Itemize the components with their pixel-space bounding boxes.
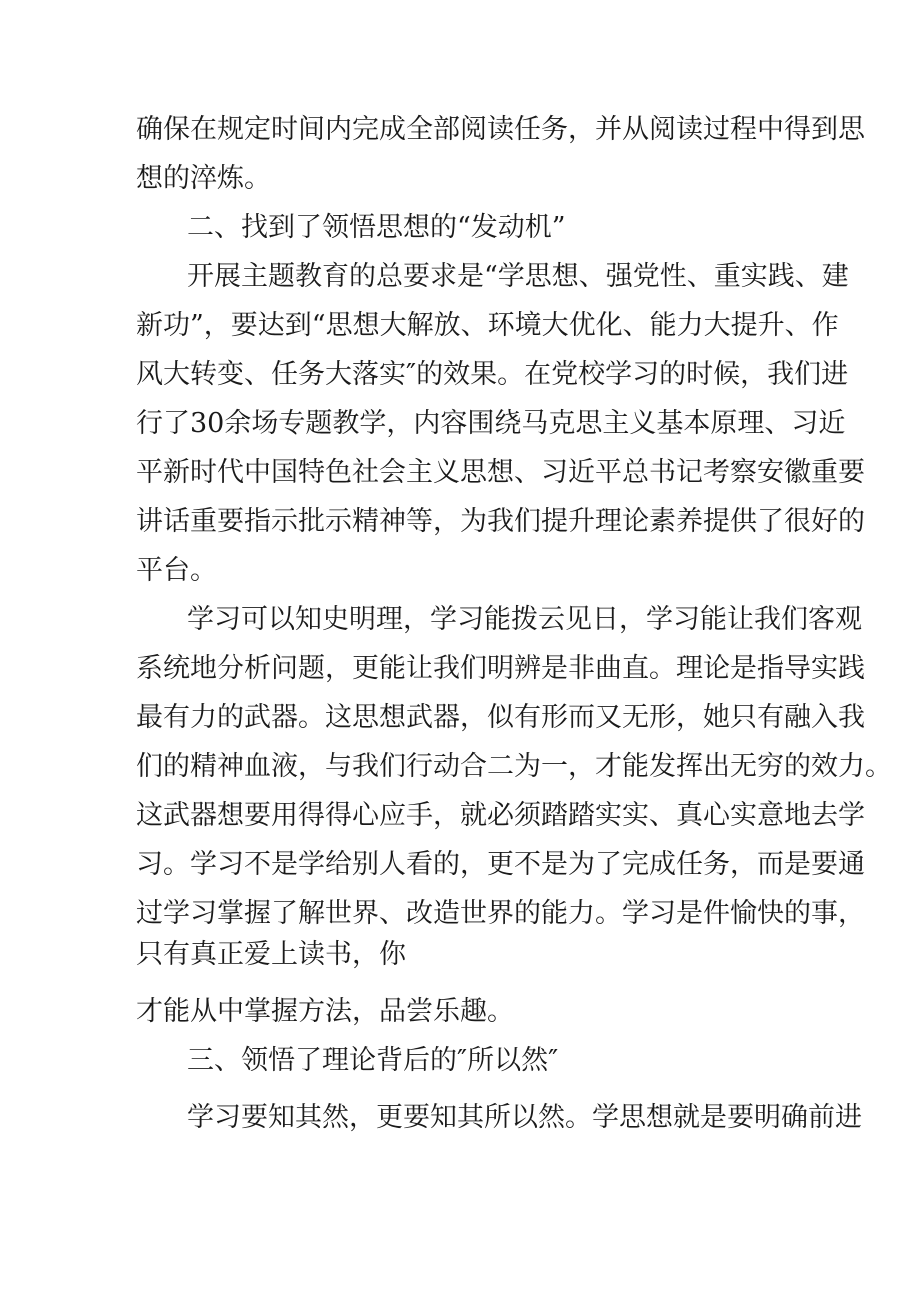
paragraph-2-line-2: 新功”，要达到“思想大解放、环境大优化、能力大提升、作: [136, 310, 839, 341]
paragraph-3-line-4: 们的精神血液，与我们行动合二为一，才能发挥出无穷的效力。: [136, 751, 892, 782]
paragraph-2-line-1: 开展主题教育的总要求是“学思想、强党性、重实践、建: [187, 261, 849, 292]
paragraph-3-line-7: 过学习掌握了解世界、改造世界的能力。学习是件愉快的事，: [136, 898, 865, 929]
paragraph-2-line-6: 讲话重要指示批示精神等，为我们提升理论素养提供了很好的: [136, 506, 865, 537]
paragraph-2-line-5: 平新时代中国特色社会主义思想、习近平总书记考察安徽重要: [136, 457, 865, 488]
paragraph-3-line-9: 才能从中掌握方法，品尝乐趣。: [136, 996, 514, 1027]
paragraph-2-line-7: 平台。: [136, 555, 217, 586]
paragraph-3-line-5: 这武器想要用得得心应手，就必须踏踏实实、真心实意地去学: [136, 800, 865, 831]
paragraph-4-line-1: 学习要知其然，更要知其所以然。学思想就是要明确前进: [187, 1102, 862, 1133]
paragraph-1-line-2: 想的淬炼。: [136, 163, 271, 194]
paragraph-3-line-3: 最有力的武器。这思想武器，似有形而又无形，她只有融入我: [136, 702, 865, 733]
paragraph-3-line-6: 习。学习不是学给别人看的，更不是为了完成任务，而是要通: [136, 849, 865, 880]
section-heading-2: 二、找到了领悟思想的“发动机”: [187, 212, 566, 243]
paragraph-2-line-4: 行了30余场专题教学，内容围绕马克思主义基本原理、习近: [136, 408, 846, 439]
section-heading-3: 三、领悟了理论背后的″所以然″: [187, 1045, 559, 1076]
paragraph-1-line-1: 确保在规定时间内完成全部阅读任务，并从阅读过程中得到思: [136, 114, 865, 145]
paragraph-3-line-2: 系统地分析问题，更能让我们明辨是非曲直。理论是指导实践: [136, 653, 865, 684]
paragraph-3-line-1: 学习可以知史明理，学习能拨云见日，学习能让我们客观: [187, 604, 862, 635]
paragraph-3-line-8: 只有真正爱上读书，你: [136, 939, 406, 970]
paragraph-2-line-3: 风大转变、任务大落实″的效果。在党校学习的时候，我们进: [136, 359, 849, 390]
